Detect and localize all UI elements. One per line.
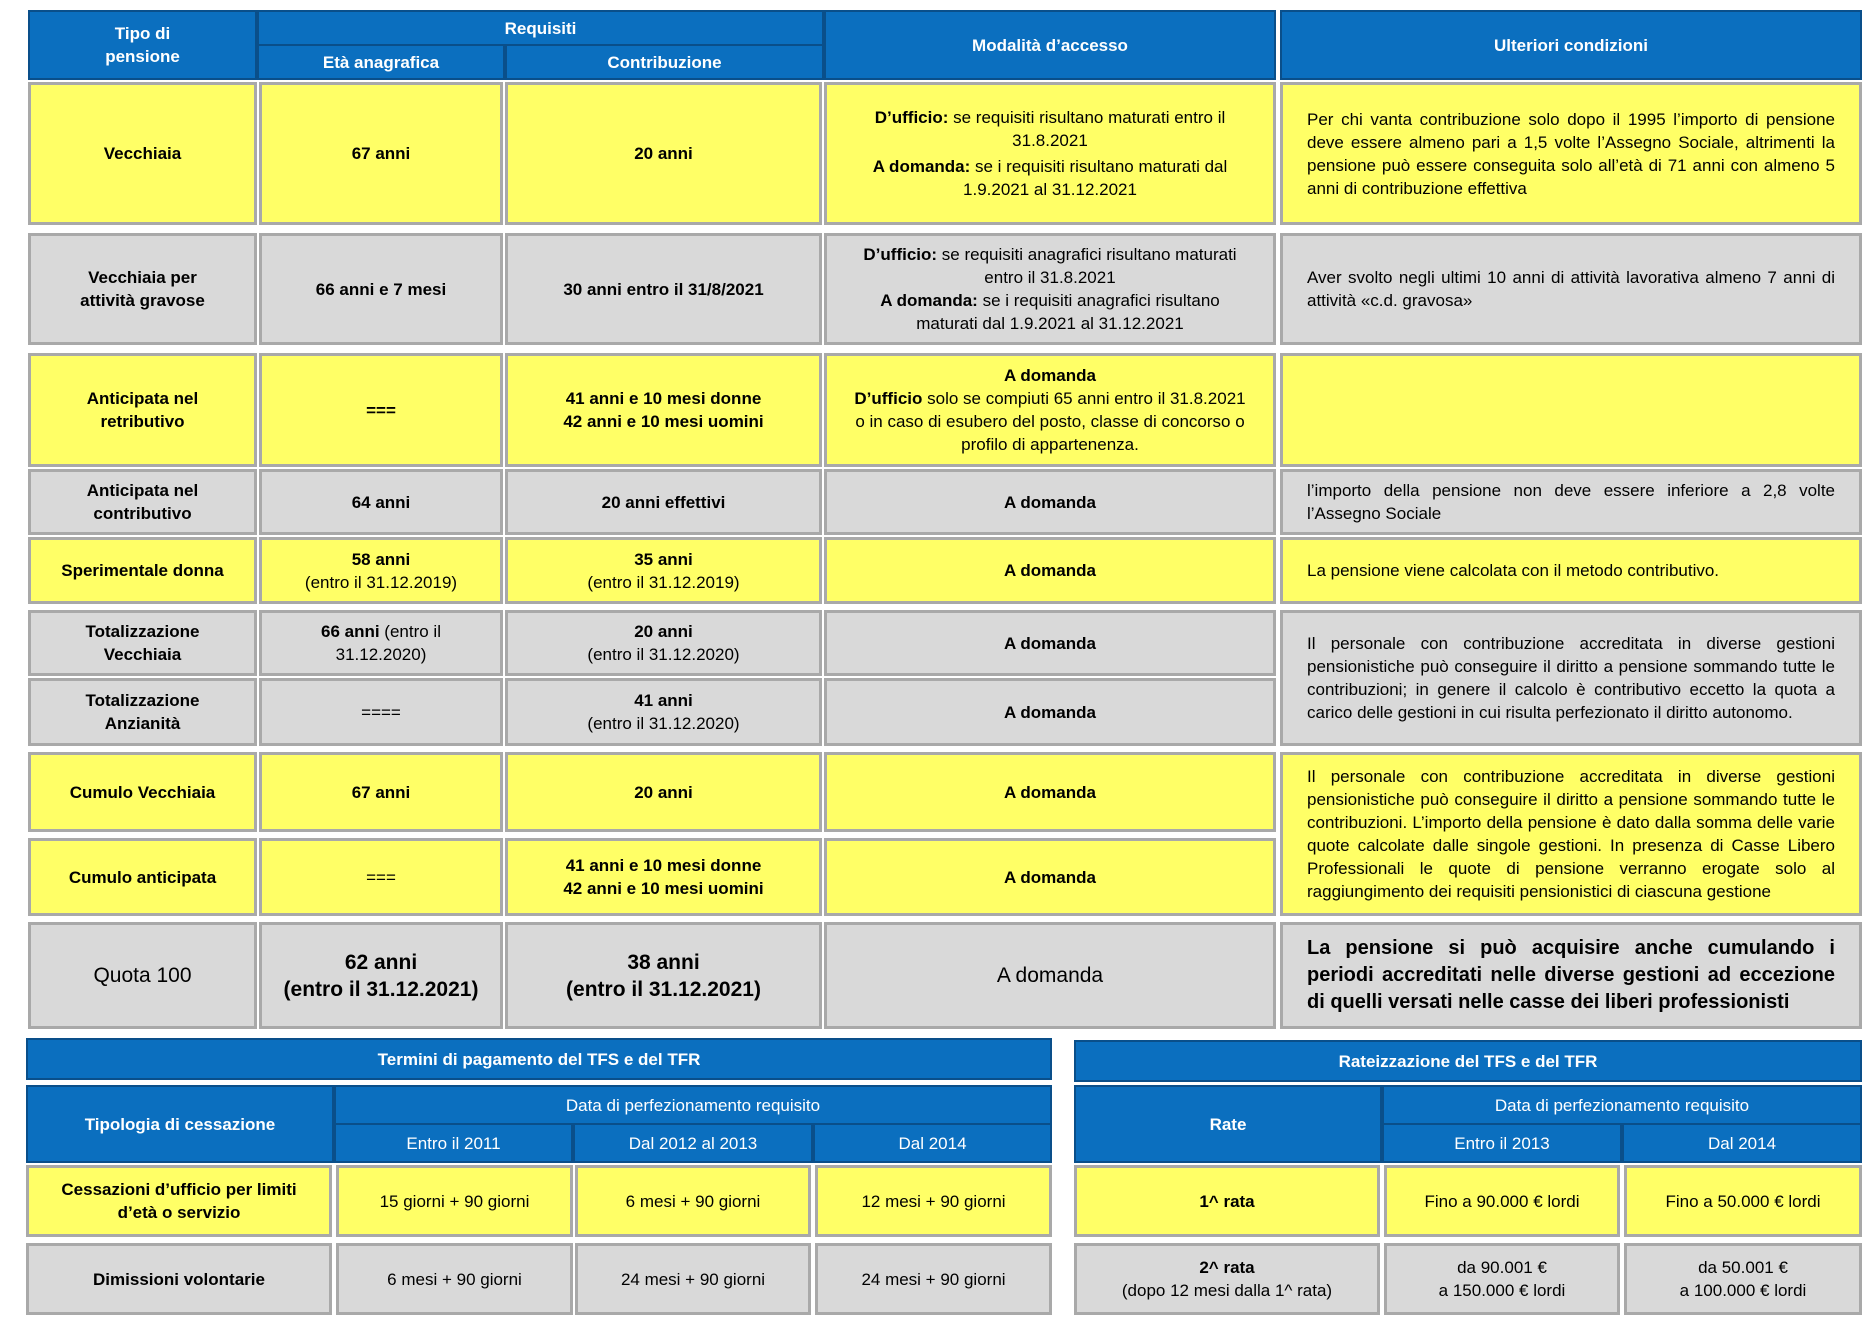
ulteriori-text: l’importo della pensione non deve essere inferiore a 2,8 volte l’Assegno Sociale: [1307, 481, 1835, 523]
mod-text: se requisiti anagrafici risultano maturati: [937, 245, 1237, 264]
row-quota100-ulteriori: [1280, 922, 1862, 1029]
eta-line: (entro il 31.12.2021): [283, 977, 479, 1001]
contr-note: (entro il 31.12.2019): [587, 572, 740, 592]
tfs-row2-value: 24 mesi + 90 giorni: [861, 1269, 1006, 1289]
rate-row1-v2: [1624, 1165, 1862, 1237]
tfs-row1-label-line: d’età o servizio: [117, 1203, 241, 1222]
header-requisiti: [257, 10, 824, 46]
row-totalizzazione-anzianita-tipo: [28, 678, 257, 746]
tipo-line: Totalizzazione: [85, 691, 200, 710]
mod-line: [916, 312, 1183, 335]
tfs-data-perf-label: Data di perfezionamento requisito: [565, 1095, 821, 1115]
row-gravose-contribuzione: [505, 233, 822, 345]
tipo-line: Anticipata nel: [86, 389, 199, 408]
eta-bold: 58 anni: [351, 549, 411, 569]
row-anticipata-retributivo-eta: [259, 353, 503, 467]
eta-value: 67 anni: [351, 782, 411, 802]
tfs-col-2012-2013: [573, 1125, 813, 1163]
contr-note: (entro il 31.12.2020): [587, 714, 740, 733]
tipo-label: Quota 100: [93, 964, 192, 987]
rate-rate-label: Rate: [1209, 1114, 1247, 1134]
eta-note: (entro il: [379, 622, 441, 641]
contr-line: 42 anni e 10 mesi uomini: [563, 879, 764, 898]
mod-line: [875, 106, 1226, 129]
ulteriori-text: La pensione si può acquisire anche cumulando i periodi accreditati nelle diverse gestioni ad eccezione di quelli versati nelle casse dei liberi professionisti: [1307, 937, 1835, 1013]
tfs-row2-v3: [815, 1243, 1052, 1315]
mod-value: A domanda: [996, 964, 1104, 987]
row-anticipata-contributivo-modalita: [824, 469, 1276, 535]
ulteriori-text: Aver svolto negli ultimi 10 anni di attività lavorativa almeno 7 anni di attività «c.d. gravosa»: [1307, 268, 1835, 310]
tfs-col1-label: Entro il 2011: [406, 1133, 501, 1153]
mod-line: [984, 266, 1115, 289]
row-cumulo-vecchiaia-modalita: [824, 752, 1276, 832]
rate-row1-value: Fino a 50.000 € lordi: [1665, 1191, 1821, 1211]
eta-note: (entro il 31.12.2019): [304, 572, 458, 592]
rate-row2-label-note: (dopo 12 mesi dalla 1^ rata): [1121, 1281, 1333, 1300]
tfs-tipologia-header: [26, 1085, 334, 1163]
row-gravose-tipo: [28, 233, 257, 345]
contr-value: 20 anni: [634, 782, 693, 802]
header-eta-label: Età anagrafica: [322, 52, 440, 72]
tfs-row2-v2: [575, 1243, 811, 1315]
mod-text: profilo di appartenenza.: [961, 435, 1139, 454]
rate-row1-value: Fino a 90.000 € lordi: [1424, 1191, 1580, 1211]
row-cumulo-vecchiaia-tipo: [28, 752, 257, 832]
mod-value: A domanda: [1004, 702, 1096, 722]
rate-row2-value-line: a 150.000 € lordi: [1438, 1281, 1566, 1300]
tipo-label: Cumulo anticipata: [68, 867, 217, 887]
row-quota100-modalita: [824, 922, 1276, 1029]
rate-row2-v2: [1624, 1243, 1862, 1315]
row-sperimentale-tipo: [28, 537, 257, 604]
row-anticipata-contributivo-tipo: [28, 469, 257, 535]
contr-bold: 20 anni: [634, 622, 693, 641]
row-cumulo-anticipata-tipo: [28, 838, 257, 916]
row-quota100-tipo: [28, 922, 257, 1029]
row-anticipata-retributivo-ulteriori: [1280, 353, 1862, 467]
eta-note-2: 31.12.2020): [335, 645, 427, 664]
tfs-row1-value: 6 mesi + 90 giorni: [625, 1191, 761, 1211]
contr-note: (entro il 31.12.2020): [587, 645, 740, 664]
row-vecchiaia-tipo: [28, 82, 257, 225]
tfs-data-perf-header: [334, 1085, 1052, 1125]
row-sperimentale-eta: [259, 537, 503, 604]
mod-line: [854, 387, 1245, 410]
row-anticipata-contributivo-eta: [259, 469, 503, 535]
tfs-row2-label: [26, 1243, 332, 1315]
rate-data-perf-label: Data di perfezionamento requisito: [1494, 1095, 1750, 1115]
row-sperimentale-modalita: [824, 537, 1276, 604]
tipo-line: Totalizzazione: [85, 622, 200, 641]
tfs-row2-value: 24 mesi + 90 giorni: [620, 1269, 766, 1289]
tfs-row1-v2: [575, 1165, 811, 1237]
tfs-tipologia-label: Tipologia di cessazione: [84, 1114, 276, 1134]
tipo-line: attività gravose: [80, 291, 205, 310]
tfs-col2-label: Dal 2012 al 2013: [628, 1133, 758, 1153]
eta-value: 64 anni: [351, 492, 411, 512]
eta-line: [321, 620, 441, 643]
totalizzazione-ulteriori-text: Il personale con contribuzione accreditata in diverse gestioni pensionistiche può conseguire il diritto a pensione sommando tutte le contribuzioni; in genere il calcolo è contributivo eccetto la quota a carico delle gestioni in cui risulta perfezionato il diritto autonomo.: [1307, 634, 1835, 722]
row-vecchiaia-contr-value: 20 anni: [634, 144, 693, 163]
contr-line: (entro il 31.12.2021): [566, 977, 761, 1001]
tipo-line: Vecchiaia per: [88, 268, 197, 287]
contr-bold: 41 anni: [634, 691, 693, 710]
rate-row2-label-bold: 2^ rata: [1199, 1258, 1255, 1277]
header-eta-anagrafica: [257, 46, 505, 80]
tipo-line: Anzianità: [104, 714, 181, 733]
row-totalizzazione-vecchiaia-eta: [259, 610, 503, 676]
header-modalita-label: Modalità d’accesso: [972, 35, 1128, 55]
mod-line: [863, 243, 1236, 266]
tipo-label: Sperimentale donna: [61, 561, 224, 580]
rate-row2-v1: [1384, 1243, 1620, 1315]
header-tipo-line-2: pensione: [105, 47, 180, 66]
header-tipo-pensione: [28, 10, 257, 80]
header-modalita-accesso: [824, 10, 1276, 80]
rate-rate-header: [1074, 1085, 1382, 1163]
row-cumulo-anticipata-contribuzione: [505, 838, 822, 916]
tipo-line: Anticipata nel: [86, 481, 199, 500]
mod-bold: A domanda: [1004, 366, 1096, 385]
tfs-col3-label: Dal 2014: [898, 1133, 967, 1153]
rate-row1-label: [1074, 1165, 1380, 1237]
eta-value: 66 anni e 7 mesi: [315, 279, 447, 299]
tfs-col-entro-2011: [334, 1125, 573, 1163]
header-ulteriori-label: Ulteriori condizioni: [1494, 35, 1648, 55]
contr-line: 38 anni: [627, 950, 700, 974]
rate-col-entro-2013: [1382, 1125, 1622, 1163]
row-totalizzazione-vecchiaia-contribuzione: [505, 610, 822, 676]
row-vecchiaia-eta-value: 67 anni: [351, 144, 411, 163]
tfs-row1-v3: [815, 1165, 1052, 1237]
eta-bold: 66 anni: [320, 622, 380, 641]
row-quota100-eta: [259, 922, 503, 1029]
row-sperimentale-ulteriori: [1280, 537, 1862, 604]
mod-value: A domanda: [1004, 867, 1096, 887]
contr-bold: 35 anni: [634, 549, 693, 569]
tipo-line: retributivo: [100, 412, 185, 431]
row-anticipata-retributivo-tipo: [28, 353, 257, 467]
mod-value: A domanda: [1004, 561, 1096, 580]
row-gravose-ulteriori: [1280, 233, 1862, 345]
row-totalizzazione-anzianita-eta: [259, 678, 503, 746]
rate-title: [1074, 1040, 1862, 1082]
tfs-row1-label: [26, 1165, 332, 1237]
tipo-line: Vecchiaia: [103, 645, 182, 664]
row-vecchiaia-contribuzione: [505, 82, 822, 225]
row-gravose-modalita: [824, 233, 1276, 345]
mod-line: [873, 155, 1228, 178]
row-cumulo-vecchiaia-contribuzione: [505, 752, 822, 832]
row-vecchiaia-ulteriori-text: Per chi vanta contribuzione solo dopo il 1995 l’importo di pensione deve essere almeno pari a 1,5 volte l’Assegno Sociale, altrimenti la pensione può essere conseguita solo all’età di 71 anni con almeno 5 anni di contribuzione effettiva: [1307, 109, 1835, 198]
header-requisiti-label: Requisiti: [504, 18, 577, 38]
tipo-line: contributivo: [93, 504, 192, 523]
mod-bold: D’ufficio: [854, 389, 923, 408]
rate-title-label: Rateizzazione del TFS e del TFR: [1338, 1051, 1598, 1071]
contr-line: 41 anni e 10 mesi donne: [565, 389, 762, 408]
mod-text: maturati dal 1.9.2021 al 31.12.2021: [916, 314, 1184, 333]
tfs-title: [26, 1038, 1052, 1080]
mod-line: [963, 178, 1137, 201]
mod-line: [1004, 364, 1096, 387]
tfs-row2-v1: [336, 1243, 573, 1315]
mod-text: se requisiti risultano maturati entro il: [948, 108, 1226, 127]
mod-line: [961, 433, 1139, 456]
row-cumulo-vecchiaia-eta: [259, 752, 503, 832]
header-ulteriori-condizioni: [1280, 10, 1862, 80]
mod-value: A domanda: [1004, 492, 1096, 512]
tfs-row2-label-text: Dimissioni volontarie: [93, 1269, 265, 1289]
row-cumulo-anticipata-modalita: [824, 838, 1276, 916]
mod-bold: D’ufficio:: [874, 108, 949, 127]
row-cumulo-anticipata-eta: [259, 838, 503, 916]
row-vecchiaia-ulteriori: [1280, 82, 1862, 225]
contr-line: 42 anni e 10 mesi uomini: [563, 412, 764, 431]
mod-text: o in caso di esubero del posto, classe di concorso o: [855, 412, 1245, 431]
rate-row1-label-text: 1^ rata: [1199, 1191, 1255, 1211]
rate-row2-value-line: a 100.000 € lordi: [1679, 1281, 1807, 1300]
tfs-row2-value: 6 mesi + 90 giorni: [387, 1269, 522, 1289]
totalizzazione-ulteriori: [1280, 610, 1862, 746]
rate-col-dal-2014: [1622, 1125, 1862, 1163]
row-anticipata-contributivo-ulteriori: [1280, 469, 1862, 535]
eta-value: ====: [361, 702, 401, 722]
rate-data-perf-header: [1382, 1085, 1862, 1125]
mod-line: [1012, 129, 1088, 152]
eta-value: ===: [366, 867, 396, 887]
cumulo-ulteriori-text: Il personale con contribuzione accreditata in diverse gestioni pensionistiche può conseguire il diritto a pensione sommando tutte le contribuzioni. L’importo della pensione è dato dalla somma delle varie quote calcolate dalle singole gestioni. In presenza di Casse Libero Professionali le quote di pensione verranno erogate solo al raggiungimento dei requisiti pensionistici di ciascuna gestione: [1307, 767, 1835, 901]
eta-value: ===: [366, 400, 396, 420]
tfs-title-label: Termini di pagamento del TFS e del TFR: [377, 1049, 701, 1069]
mod-text: 31.8.2021: [1012, 131, 1088, 150]
rate-row2-value-line: da 90.001 €: [1457, 1258, 1547, 1277]
row-vecchiaia-tipo-label: Vecchiaia: [103, 144, 182, 163]
mod-bold: A domanda:: [872, 157, 971, 176]
row-sperimentale-contribuzione: [505, 537, 822, 604]
header-contribuzione: [505, 46, 824, 80]
mod-value: A domanda: [1004, 782, 1096, 802]
header-tipo-line-1: Tipo di: [114, 24, 171, 43]
rate-row2-label: [1074, 1243, 1380, 1315]
contr-value: 30 anni entro il 31/8/2021: [563, 279, 764, 299]
mod-text: 1.9.2021 al 31.12.2021: [963, 180, 1137, 199]
row-totalizzazione-vecchiaia-modalita: [824, 610, 1276, 676]
mod-text: se i requisiti risultano maturati dal: [970, 157, 1228, 176]
tfs-row1-value: 15 giorni + 90 giorni: [379, 1191, 530, 1211]
mod-text: se i requisiti anagrafici risultano: [977, 291, 1220, 310]
tipo-label: Cumulo Vecchiaia: [69, 782, 216, 802]
mod-text: entro il 31.8.2021: [984, 268, 1116, 287]
cumulo-ulteriori: [1280, 752, 1862, 916]
ulteriori-text: La pensione viene calcolata con il metodo contributivo.: [1307, 561, 1720, 580]
row-totalizzazione-anzianita-contribuzione: [505, 678, 822, 746]
mod-text: solo se compiuti 65 anni entro il 31.8.2021: [922, 389, 1246, 408]
contr-line: 41 anni e 10 mesi donne: [565, 856, 762, 875]
row-totalizzazione-anzianita-modalita: [824, 678, 1276, 746]
row-anticipata-retributivo-modalita: [824, 353, 1276, 467]
row-vecchiaia-eta: [259, 82, 503, 225]
row-anticipata-contributivo-contribuzione: [505, 469, 822, 535]
eta-line: 62 anni: [344, 950, 418, 974]
rate-col2-label: Dal 2014: [1707, 1133, 1777, 1153]
row-gravose-eta: [259, 233, 503, 345]
rate-col1-label: Entro il 2013: [1454, 1133, 1550, 1153]
mod-line: [855, 410, 1244, 433]
mod-line: [880, 289, 1220, 312]
tfs-row1-label-line: Cessazioni d’ufficio per limiti: [61, 1180, 297, 1199]
row-anticipata-retributivo-contribuzione: [505, 353, 822, 467]
rate-row1-v1: [1384, 1165, 1620, 1237]
tfs-row1-v1: [336, 1165, 573, 1237]
row-quota100-contribuzione: [505, 922, 822, 1029]
rate-row2-value-line: da 50.001 €: [1698, 1258, 1788, 1277]
tfs-col-dal-2014: [813, 1125, 1052, 1163]
mod-bold: D’ufficio:: [863, 245, 938, 264]
mod-bold: A domanda:: [880, 291, 978, 310]
contr-value: 20 anni effettivi: [601, 492, 726, 512]
tfs-row1-value: 12 mesi + 90 giorni: [861, 1191, 1006, 1211]
header-contribuzione-label: Contribuzione: [607, 52, 722, 72]
mod-value: A domanda: [1004, 633, 1096, 653]
row-totalizzazione-vecchiaia-tipo: [28, 610, 257, 676]
row-vecchiaia-modalita: [824, 82, 1276, 225]
